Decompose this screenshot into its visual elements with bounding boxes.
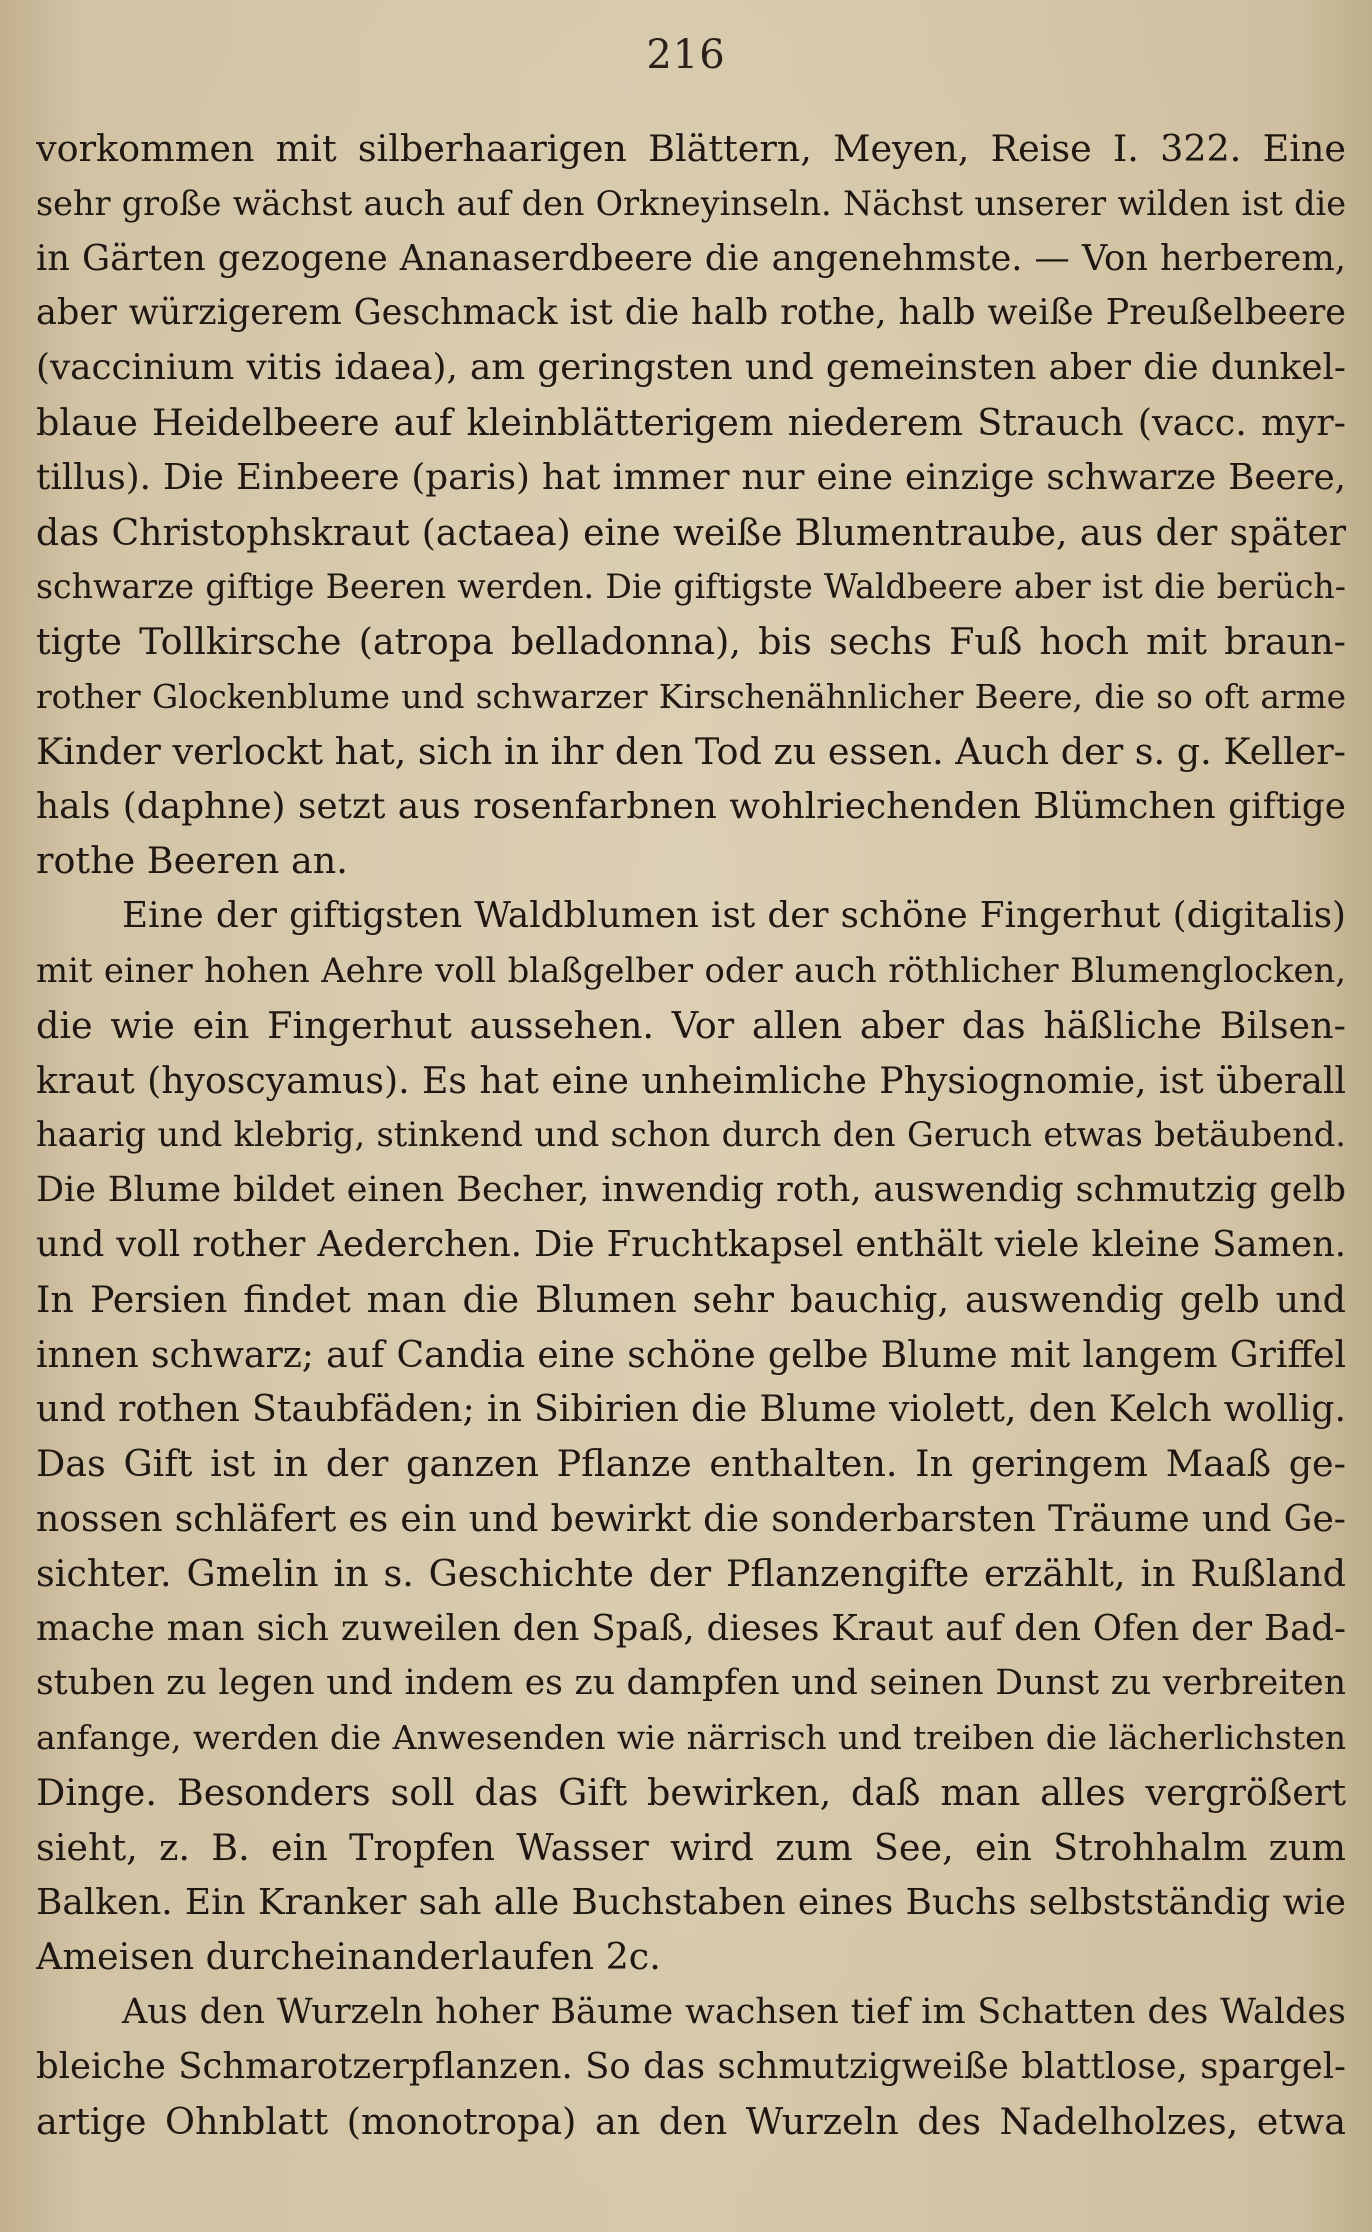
- text-line: Balken. Ein Kranker sah alle Buchstaben eines Buchs selbstständig wie: [36, 1881, 1346, 1923]
- text-line: sichter. Gmelin in s. Geschichte der Pflanzengifte erzählt, in Rußland: [36, 1551, 1346, 1595]
- text-line: aber würzigerem Geschmack ist die halb rothe, halb weiße Preußelbeere: [36, 292, 1346, 334]
- text-line: schwarze giftige Beeren werden. Die giftigste Waldbeere aber ist die berüch-: [36, 567, 1346, 607]
- text-line: hals (daphne) setzt aus rosenfarbnen wohlriechenden Blümchen giftige: [36, 785, 1346, 827]
- text-line: Dinge. Besonders soll das Gift bewirken, daß man alles vergrößert: [36, 1770, 1346, 1814]
- text-line: Das Gift ist in der ganzen Pflanze enthalten. In geringem Maaß ge-: [36, 1442, 1346, 1486]
- text-line: mit einer hohen Aehre voll blaßgelber oder auch röthlicher Blumenglocken,: [36, 950, 1346, 990]
- text-line: blaue Heidelbeere auf kleinblätterigem niederem Strauch (vacc. myr-: [36, 400, 1346, 444]
- text-line: nossen schläfert es ein und bewirkt die sonderbarsten Träume und Ge-: [36, 1497, 1346, 1540]
- text-line: mache man sich zuweilen den Spaß, dieses Kraut auf den Ofen der Bad-: [36, 1607, 1346, 1649]
- text-line: in Gärten gezogene Ananaserdbeere die angenehmste. — Von herberem,: [36, 237, 1346, 279]
- text-line: tigte Tollkirsche (atropa belladonna), bis sechs Fuß hoch mit braun-: [36, 620, 1346, 664]
- text-line: und rothen Staubfäden; in Sibirien die Blume violett, den Kelch wollig.: [36, 1387, 1346, 1431]
- text-line: tillus). Die Einbeere (paris) hat immer nur eine einzige schwarze Beere,: [36, 456, 1346, 498]
- page-number: 216: [646, 32, 726, 78]
- text-line: stuben zu legen und indem es zu dampfen und seinen Dunst zu verbreiten: [36, 1663, 1346, 1704]
- text-line: anfange, werden die Anwesenden wie närrisch und treiben die lächerlichsten: [36, 1718, 1346, 1758]
- text-line: rother Glockenblume und schwarzer Kirschenähnlicher Beere, die so oft arme: [36, 677, 1346, 716]
- text-line: sieht, z. B. ein Tropfen Wasser wird zum See, ein Strohhalm zum: [36, 1825, 1346, 1869]
- text-line: Kinder verlockt hat, sich in ihr den Tod zu essen. Auch der s. g. Keller-: [36, 729, 1346, 773]
- text-line: haarig und klebrig, stinkend und schon durch den Geruch etwas betäubend.: [36, 1115, 1346, 1155]
- text-line: das Christophskraut (actaea) eine weiße Blumentraube, aus der später: [36, 510, 1346, 554]
- paragraph-end-line: Ameisen durcheinanderlaufen 2c.: [36, 1935, 661, 1979]
- text-line: sehr große wächst auch auf den Orkneyinseln. Nächst unserer wilden ist die: [36, 183, 1346, 223]
- body-text: [36, 122, 1346, 2149]
- paragraph-end-line: rothe Beeren an.: [36, 839, 348, 883]
- text-line: bleiche Schmarotzerpflanzen. So das schmutzigweiße blattlose, spargel-: [36, 2045, 1346, 2087]
- text-line: vorkommen mit silberhaarigen Blättern, Meyen, Reise I. 322. Eine: [36, 127, 1346, 170]
- text-line: innen schwarz; auf Candia eine schöne gelbe Blume mit langem Griffel: [36, 1332, 1346, 1376]
- text-line: die wie ein Fingerhut aussehen. Vor allen aber das häßliche Bilsen-: [36, 1003, 1346, 1047]
- text-line: In Persien findet man die Blumen sehr bauchig, auswendig gelb und: [36, 1277, 1346, 1321]
- paragraph-start-line: Aus den Wurzeln hoher Bäume wachsen tief im Schatten des Waldes: [122, 1992, 1346, 2033]
- text-line: (vaccinium vitis idaea), am geringsten und gemeinsten aber die dunkel-: [36, 347, 1346, 389]
- paragraph-start-line: Eine der giftigsten Waldblumen ist der schöne Fingerhut (digitalis): [122, 895, 1346, 937]
- text-line: Die Blume bildet einen Becher, inwendig roth, auswendig schmutzig gelb: [36, 1170, 1346, 1211]
- text-line: artige Ohnblatt (monotropa) an den Wurzeln des Nadelholzes, etwa: [36, 2099, 1346, 2143]
- text-line: und voll rother Aederchen. Die Fruchtkapsel enthält viele kleine Samen.: [36, 1223, 1346, 1265]
- text-line: kraut (hyoscyamus). Es hat eine unheimliche Physiognomie, ist überall: [36, 1058, 1346, 1102]
